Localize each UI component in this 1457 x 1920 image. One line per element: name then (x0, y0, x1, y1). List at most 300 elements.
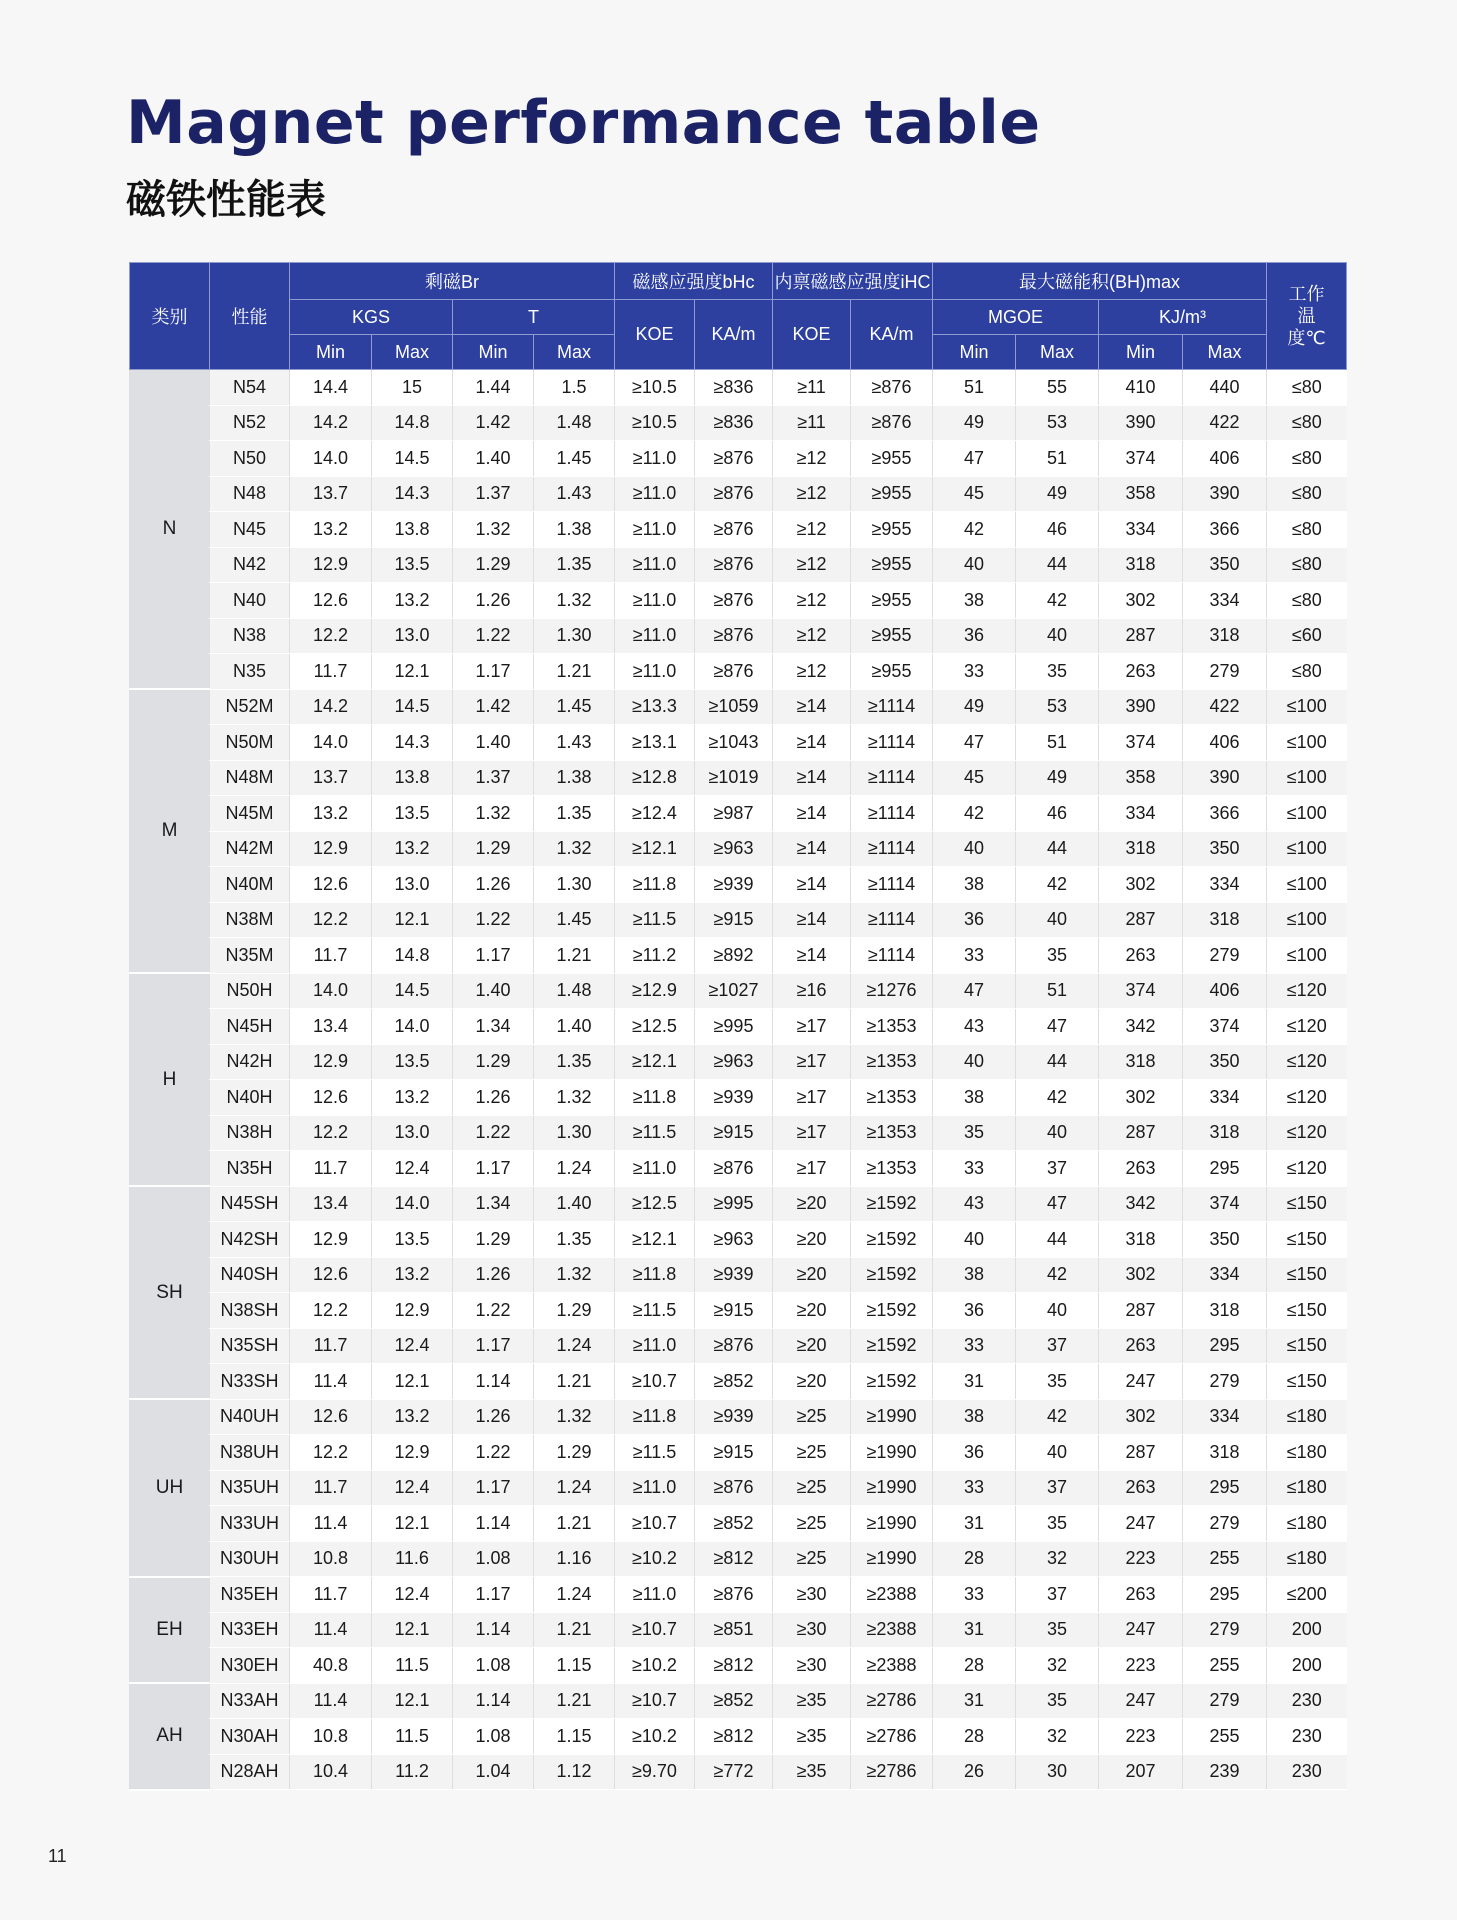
grade-cell: N42H (210, 1044, 290, 1080)
value-cell: 36 (933, 618, 1016, 654)
value-cell: 1.24 (534, 1577, 615, 1613)
value-cell: ≥25 (773, 1399, 851, 1435)
grade-cell: N40M (210, 867, 290, 903)
header-t-max: Max (534, 335, 615, 370)
value-cell: 1.40 (453, 441, 534, 477)
value-cell: 12.9 (372, 1293, 453, 1329)
value-cell: ≥11.8 (615, 867, 695, 903)
value-cell: 1.21 (534, 654, 615, 690)
value-cell: 287 (1099, 902, 1183, 938)
value-cell: 31 (933, 1506, 1016, 1542)
value-cell: 318 (1183, 1293, 1267, 1329)
value-cell: 390 (1183, 760, 1267, 796)
table-row (130, 547, 1347, 583)
grade-cell: N45SH (210, 1186, 290, 1222)
value-cell: 1.45 (534, 902, 615, 938)
header-kjm3: KJ/m³ (1099, 300, 1267, 335)
value-cell: 342 (1099, 1009, 1183, 1045)
value-cell: 422 (1183, 689, 1267, 725)
grade-cell: N40SH (210, 1257, 290, 1293)
value-cell: 47 (933, 725, 1016, 761)
table-row (130, 1151, 1347, 1187)
value-cell: 47 (1016, 1009, 1099, 1045)
value-cell: ≥1276 (851, 973, 933, 1009)
value-cell: 406 (1183, 725, 1267, 761)
value-cell: 42 (1016, 1257, 1099, 1293)
value-cell: 42 (1016, 1080, 1099, 1116)
value-cell: ≤80 (1267, 370, 1347, 406)
page-subtitle: 磁铁性能表 (126, 177, 326, 223)
value-cell: 255 (1183, 1648, 1267, 1684)
value-cell: 287 (1099, 1293, 1183, 1329)
value-cell: ≤100 (1267, 725, 1347, 761)
value-cell: ≤150 (1267, 1222, 1347, 1258)
table-row (130, 1754, 1347, 1790)
value-cell: ≥10.7 (615, 1364, 695, 1400)
value-cell: ≥10.2 (615, 1541, 695, 1577)
value-cell: ≥1592 (851, 1364, 933, 1400)
value-cell: 1.35 (534, 547, 615, 583)
value-cell: 1.32 (453, 796, 534, 832)
header-mgoe-max: Max (1016, 335, 1099, 370)
value-cell: 12.2 (290, 902, 372, 938)
table-row (130, 867, 1347, 903)
page-title: Magnet performance table (126, 88, 1041, 158)
value-cell: ≥12 (773, 476, 851, 512)
value-cell: ≥852 (695, 1364, 773, 1400)
value-cell: 42 (933, 512, 1016, 548)
value-cell: 49 (1016, 760, 1099, 796)
table-row (130, 1328, 1347, 1364)
grade-cell: N45H (210, 1009, 290, 1045)
value-cell: ≥1592 (851, 1293, 933, 1329)
value-cell: 1.40 (534, 1186, 615, 1222)
value-cell: ≥11.2 (615, 938, 695, 974)
table-header (130, 263, 1347, 370)
value-cell: 33 (933, 1151, 1016, 1187)
value-cell: 42 (1016, 583, 1099, 619)
value-cell: 390 (1183, 476, 1267, 512)
value-cell: 1.26 (453, 867, 534, 903)
value-cell: 40 (933, 831, 1016, 867)
value-cell: ≥12 (773, 654, 851, 690)
value-cell: ≤180 (1267, 1470, 1347, 1506)
value-cell: 374 (1183, 1009, 1267, 1045)
value-cell: 12.6 (290, 583, 372, 619)
value-cell: 1.08 (453, 1541, 534, 1577)
value-cell: ≥11.0 (615, 654, 695, 690)
value-cell: ≥11.0 (615, 512, 695, 548)
value-cell: 12.1 (372, 1683, 453, 1719)
value-cell: 13.5 (372, 796, 453, 832)
value-cell: 1.42 (453, 689, 534, 725)
value-cell: 14.2 (290, 405, 372, 441)
value-cell: 42 (1016, 1399, 1099, 1435)
value-cell: 390 (1099, 405, 1183, 441)
value-cell: ≥11.0 (615, 1151, 695, 1187)
value-cell: 12.2 (290, 618, 372, 654)
value-cell: 1.32 (534, 1399, 615, 1435)
value-cell: ≥1019 (695, 760, 773, 796)
value-cell: ≥11.0 (615, 1577, 695, 1613)
value-cell: 287 (1099, 618, 1183, 654)
table-row (130, 831, 1347, 867)
value-cell: ≤150 (1267, 1364, 1347, 1400)
value-cell: 35 (1016, 1364, 1099, 1400)
value-cell: 1.14 (453, 1364, 534, 1400)
grade-cell: N33EH (210, 1612, 290, 1648)
header-grade: 性能 (210, 263, 290, 370)
value-cell: 1.29 (453, 547, 534, 583)
value-cell: 230 (1267, 1719, 1347, 1755)
value-cell: ≥1990 (851, 1435, 933, 1471)
value-cell: 12.6 (290, 1257, 372, 1293)
value-cell: ≥25 (773, 1506, 851, 1542)
value-cell: 45 (933, 760, 1016, 796)
table-row (130, 902, 1347, 938)
value-cell: ≥12 (773, 618, 851, 654)
value-cell: ≥14 (773, 902, 851, 938)
grade-cell: N50 (210, 441, 290, 477)
value-cell: 11.6 (372, 1541, 453, 1577)
value-cell: ≥939 (695, 867, 773, 903)
table-row (130, 1719, 1347, 1755)
value-cell: 390 (1099, 689, 1183, 725)
value-cell: ≤120 (1267, 973, 1347, 1009)
value-cell: 43 (933, 1186, 1016, 1222)
value-cell: 1.32 (534, 1257, 615, 1293)
value-cell: ≥1592 (851, 1257, 933, 1293)
value-cell: 1.34 (453, 1186, 534, 1222)
value-cell: 318 (1099, 1222, 1183, 1258)
grade-cell: N35UH (210, 1470, 290, 1506)
grade-cell: N42 (210, 547, 290, 583)
value-cell: 38 (933, 583, 1016, 619)
value-cell: ≥836 (695, 405, 773, 441)
value-cell: 38 (933, 1257, 1016, 1293)
value-cell: ≤100 (1267, 831, 1347, 867)
value-cell: 33 (933, 938, 1016, 974)
value-cell: 32 (1016, 1648, 1099, 1684)
value-cell: ≥14 (773, 760, 851, 796)
value-cell: 334 (1183, 583, 1267, 619)
category-cell: M (130, 689, 210, 973)
value-cell: ≥2786 (851, 1754, 933, 1790)
value-cell: ≥876 (695, 1151, 773, 1187)
value-cell: 302 (1099, 1399, 1183, 1435)
value-cell: ≥11.8 (615, 1080, 695, 1116)
value-cell: ≥14 (773, 689, 851, 725)
value-cell: ≥30 (773, 1612, 851, 1648)
value-cell: ≥876 (695, 512, 773, 548)
value-cell: ≥11.0 (615, 476, 695, 512)
value-cell: 10.8 (290, 1719, 372, 1755)
value-cell: ≥17 (773, 1044, 851, 1080)
value-cell: 1.5 (534, 370, 615, 406)
value-cell: 13.2 (372, 583, 453, 619)
value-cell: ≥10.7 (615, 1683, 695, 1719)
table-row (130, 1293, 1347, 1329)
value-cell: 13.0 (372, 1115, 453, 1151)
value-cell: 1.43 (534, 725, 615, 761)
value-cell: ≤120 (1267, 1009, 1347, 1045)
value-cell: ≥939 (695, 1399, 773, 1435)
value-cell: ≥1990 (851, 1399, 933, 1435)
header-bhmax: 最大磁能积(BH)max (933, 263, 1267, 300)
value-cell: 1.32 (453, 512, 534, 548)
value-cell: ≥995 (695, 1186, 773, 1222)
value-cell: 1.29 (534, 1293, 615, 1329)
table-row (130, 725, 1347, 761)
value-cell: ≥11.0 (615, 583, 695, 619)
value-cell: 33 (933, 1328, 1016, 1364)
value-cell: 200 (1267, 1648, 1347, 1684)
value-cell: ≤150 (1267, 1257, 1347, 1293)
value-cell: 49 (1016, 476, 1099, 512)
value-cell: ≤120 (1267, 1044, 1347, 1080)
value-cell: 31 (933, 1683, 1016, 1719)
value-cell: 1.30 (534, 618, 615, 654)
value-cell: 1.22 (453, 1293, 534, 1329)
grade-cell: N48 (210, 476, 290, 512)
value-cell: 263 (1099, 938, 1183, 974)
value-cell: ≥995 (695, 1009, 773, 1045)
value-cell: ≥876 (695, 654, 773, 690)
value-cell: 1.38 (534, 760, 615, 796)
value-cell: 1.26 (453, 1257, 534, 1293)
value-cell: 1.08 (453, 1719, 534, 1755)
table-row (130, 1364, 1347, 1400)
value-cell: ≥1990 (851, 1541, 933, 1577)
grade-cell: N38UH (210, 1435, 290, 1471)
value-cell: 1.35 (534, 1044, 615, 1080)
value-cell: ≥13.1 (615, 725, 695, 761)
value-cell: ≥915 (695, 1293, 773, 1329)
table-row (130, 618, 1347, 654)
value-cell: 45 (933, 476, 1016, 512)
value-cell: ≥1114 (851, 725, 933, 761)
value-cell: ≥939 (695, 1080, 773, 1116)
value-cell: 13.5 (372, 547, 453, 583)
value-cell: 55 (1016, 370, 1099, 406)
value-cell: ≥955 (851, 441, 933, 477)
value-cell: ≤180 (1267, 1506, 1347, 1542)
value-cell: 1.38 (534, 512, 615, 548)
table-body (130, 370, 1347, 1790)
value-cell: ≥955 (851, 583, 933, 619)
value-cell: 406 (1183, 441, 1267, 477)
header-t-min: Min (453, 335, 534, 370)
value-cell: 28 (933, 1719, 1016, 1755)
grade-cell: N52M (210, 689, 290, 725)
value-cell: 1.24 (534, 1470, 615, 1506)
value-cell: 40 (1016, 618, 1099, 654)
grade-cell: N38 (210, 618, 290, 654)
value-cell: ≥12 (773, 547, 851, 583)
value-cell: 32 (1016, 1541, 1099, 1577)
value-cell: 334 (1099, 512, 1183, 548)
value-cell: 44 (1016, 1044, 1099, 1080)
header-bhc-kam: KA/m (695, 300, 773, 370)
value-cell: 255 (1183, 1541, 1267, 1577)
table-row (130, 1683, 1347, 1719)
value-cell: 14.5 (372, 441, 453, 477)
value-cell: 32 (1016, 1719, 1099, 1755)
value-cell: 31 (933, 1612, 1016, 1648)
value-cell: ≥20 (773, 1186, 851, 1222)
page-number: 11 (48, 1846, 67, 1866)
value-cell: ≥12.1 (615, 1044, 695, 1080)
value-cell: 11.7 (290, 1577, 372, 1613)
value-cell: 223 (1099, 1719, 1183, 1755)
value-cell: 31 (933, 1364, 1016, 1400)
value-cell: ≥9.70 (615, 1754, 695, 1790)
value-cell: 279 (1183, 1683, 1267, 1719)
value-cell: 1.35 (534, 796, 615, 832)
value-cell: 12.1 (372, 1364, 453, 1400)
value-cell: ≥12.4 (615, 796, 695, 832)
value-cell: 35 (1016, 1612, 1099, 1648)
value-cell: ≥12.5 (615, 1009, 695, 1045)
value-cell: 350 (1183, 1222, 1267, 1258)
value-cell: ≥1114 (851, 902, 933, 938)
value-cell: ≥11.0 (615, 441, 695, 477)
value-cell: 47 (933, 441, 1016, 477)
value-cell: ≥915 (695, 1435, 773, 1471)
value-cell: ≥10.7 (615, 1612, 695, 1648)
value-cell: 1.32 (534, 583, 615, 619)
value-cell: 1.15 (534, 1648, 615, 1684)
value-cell: 14.0 (372, 1009, 453, 1045)
value-cell: 12.6 (290, 1080, 372, 1116)
value-cell: 37 (1016, 1470, 1099, 1506)
value-cell: ≥892 (695, 938, 773, 974)
value-cell: 13.8 (372, 760, 453, 796)
value-cell: 11.4 (290, 1506, 372, 1542)
value-cell: 12.1 (372, 1612, 453, 1648)
grade-cell: N42SH (210, 1222, 290, 1258)
value-cell: 334 (1099, 796, 1183, 832)
value-cell: ≤100 (1267, 760, 1347, 796)
value-cell: 1.48 (534, 405, 615, 441)
value-cell: 255 (1183, 1719, 1267, 1755)
grade-cell: N30EH (210, 1648, 290, 1684)
value-cell: 1.22 (453, 618, 534, 654)
value-cell: 15 (372, 370, 453, 406)
value-cell: 33 (933, 1470, 1016, 1506)
header-kjm3-min: Min (1099, 335, 1183, 370)
value-cell: ≥876 (695, 583, 773, 619)
grade-cell: N33UH (210, 1506, 290, 1542)
value-cell: 47 (933, 973, 1016, 1009)
value-cell: ≥1592 (851, 1328, 933, 1364)
value-cell: ≥876 (695, 1577, 773, 1613)
value-cell: 14.0 (290, 725, 372, 761)
value-cell: 207 (1099, 1754, 1183, 1790)
value-cell: 279 (1183, 938, 1267, 974)
value-cell: 11.7 (290, 938, 372, 974)
value-cell: 12.1 (372, 1506, 453, 1542)
table-row (130, 796, 1347, 832)
value-cell: 1.22 (453, 902, 534, 938)
value-cell: 1.17 (453, 938, 534, 974)
value-cell: 36 (933, 1435, 1016, 1471)
performance-table (129, 262, 1347, 1791)
value-cell: 14.0 (372, 1186, 453, 1222)
value-cell: 1.44 (453, 370, 534, 406)
value-cell: 1.30 (534, 1115, 615, 1151)
header-ihc-koe: KOE (773, 300, 851, 370)
header-kgs: KGS (290, 300, 453, 335)
table-row (130, 1648, 1347, 1684)
grade-cell: N35 (210, 654, 290, 690)
value-cell: 36 (933, 1293, 1016, 1329)
value-cell: 200 (1267, 1612, 1347, 1648)
table-row (130, 1435, 1347, 1471)
value-cell: 1.35 (534, 1222, 615, 1258)
table-row (130, 760, 1347, 796)
grade-cell: N42M (210, 831, 290, 867)
grade-cell: N48M (210, 760, 290, 796)
value-cell: 287 (1099, 1435, 1183, 1471)
value-cell: 40 (1016, 902, 1099, 938)
value-cell: ≤180 (1267, 1435, 1347, 1471)
value-cell: 334 (1183, 1257, 1267, 1293)
grade-cell: N38SH (210, 1293, 290, 1329)
value-cell: 13.4 (290, 1009, 372, 1045)
value-cell: 374 (1099, 441, 1183, 477)
value-cell: 13.2 (372, 1257, 453, 1293)
value-cell: ≥1114 (851, 760, 933, 796)
value-cell: ≥955 (851, 547, 933, 583)
value-cell: ≥1114 (851, 689, 933, 725)
value-cell: 1.40 (534, 1009, 615, 1045)
value-cell: ≤200 (1267, 1577, 1347, 1613)
value-cell: 13.5 (372, 1044, 453, 1080)
value-cell: 1.16 (534, 1541, 615, 1577)
value-cell: 247 (1099, 1683, 1183, 1719)
value-cell: 334 (1183, 867, 1267, 903)
value-cell: ≥915 (695, 902, 773, 938)
value-cell: 40 (933, 1222, 1016, 1258)
value-cell: ≥1114 (851, 867, 933, 903)
value-cell: 342 (1099, 1186, 1183, 1222)
value-cell: 302 (1099, 1080, 1183, 1116)
value-cell: 13.2 (372, 831, 453, 867)
header-temp: 工作温度℃ (1267, 263, 1347, 370)
value-cell: 46 (1016, 512, 1099, 548)
value-cell: 51 (1016, 973, 1099, 1009)
value-cell: 37 (1016, 1328, 1099, 1364)
value-cell: ≥10.2 (615, 1648, 695, 1684)
value-cell: 366 (1183, 796, 1267, 832)
category-cell: H (130, 973, 210, 1186)
value-cell: 230 (1267, 1754, 1347, 1790)
value-cell: 318 (1183, 1435, 1267, 1471)
value-cell: 13.0 (372, 867, 453, 903)
value-cell: ≥11.5 (615, 1435, 695, 1471)
value-cell: 42 (1016, 867, 1099, 903)
value-cell: ≥20 (773, 1257, 851, 1293)
value-cell: ≥1043 (695, 725, 773, 761)
performance-table-container (129, 262, 1346, 1791)
table-row (130, 370, 1347, 406)
value-cell: 1.08 (453, 1648, 534, 1684)
value-cell: 318 (1183, 902, 1267, 938)
value-cell: 11.4 (290, 1612, 372, 1648)
value-cell: 263 (1099, 1470, 1183, 1506)
value-cell: 366 (1183, 512, 1267, 548)
